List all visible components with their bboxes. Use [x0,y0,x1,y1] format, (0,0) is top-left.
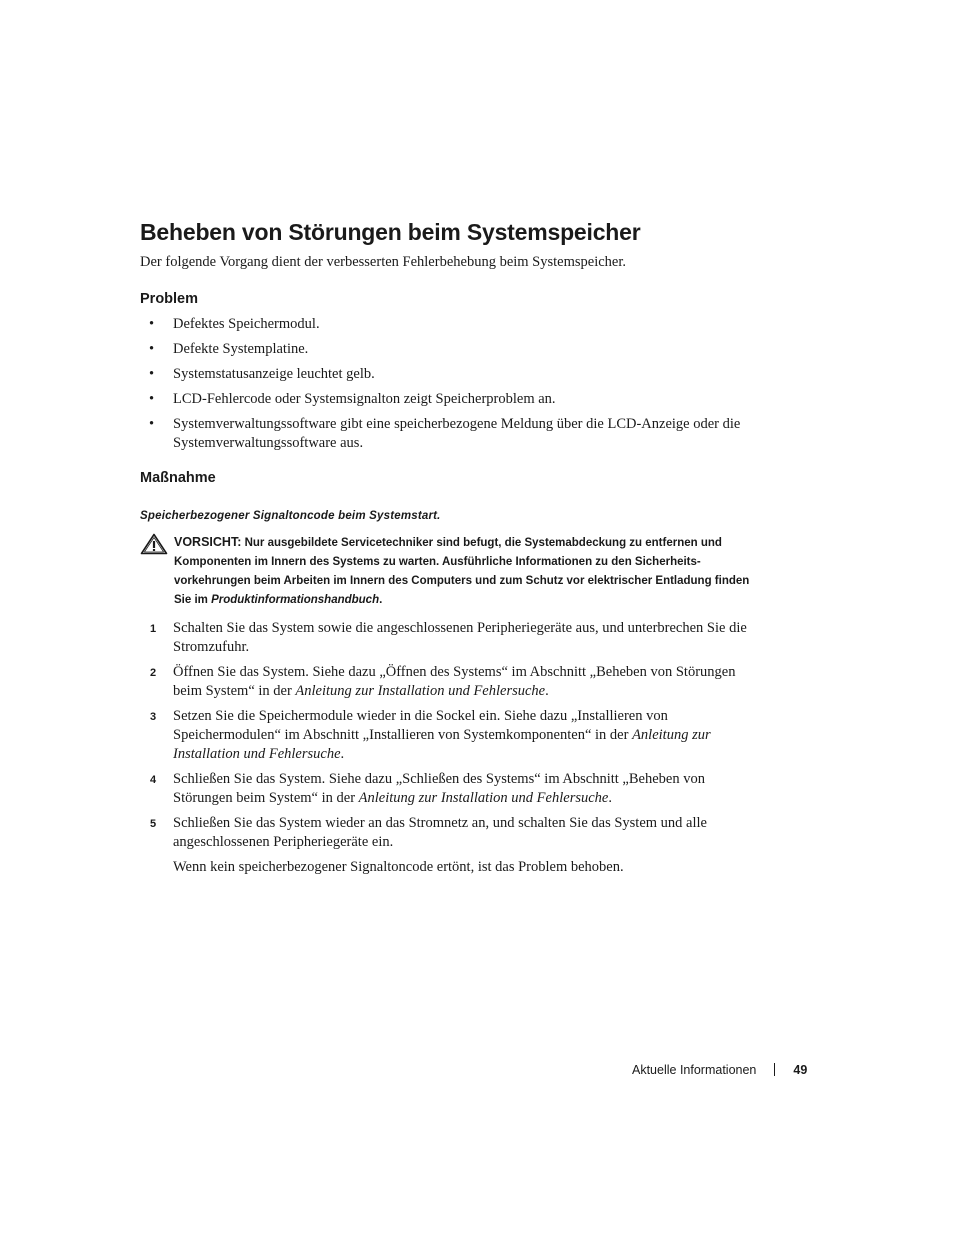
intro-paragraph: Der folgende Vorgang dient der verbesserten Fehlerbehebung beim Systemspeicher. [140,254,627,270]
list-item-text: Systemstatusanzeige leuchtet gelb. [173,366,375,382]
footer-section-title: Aktuelle Informationen [632,1063,757,1077]
page-content [140,214,760,877]
bullet-icon: • [149,391,155,407]
step-number: 2 [150,667,157,679]
list-item [140,315,760,334]
step-item [140,663,760,701]
step-item [140,707,760,764]
problem-list [140,315,760,453]
action-heading: Maßnahme [140,470,216,486]
action-subheading: Speicherbezogener Signaltoncode beim Systemstart. [140,510,441,522]
steps-list [140,619,760,852]
caution-text: Nur ausgebildete Servicetechniker sind befugt, die Systemabdeckung zu entfernen und Komponenten im Innern des Systems zu warten. Ausführliche Informationen zu den Sicherheitsvorkehrungen beim Arbeiten im Innern des Computers und zum Schutz vor elektrischer Entladung finden Sie im [174,537,750,606]
step-number: 1 [150,623,157,635]
caution-label: VORSICHT: [174,535,242,549]
warning-triangle-icon [140,533,168,555]
step-end: . [608,790,612,806]
step-end: . [545,683,549,699]
step-text: Setzen Sie die Speichermodule wieder in die Sockel ein. Siehe dazu „Installieren von Speichermodulen“ im Abschnitt „Installieren von Systemkomponenten“ in der [173,708,668,743]
step-reference: Anleitung zur Installation und Fehlersuche [173,727,711,762]
result-note: Wenn kein speicherbezogener Signaltoncode ertönt, ist das Problem behoben. [173,859,624,875]
problem-heading: Problem [140,291,199,307]
bullet-icon: • [149,341,155,357]
step-item [140,770,760,808]
list-item-text: LCD-Fehlercode oder Systemsignalton zeigt Speicherproblem an. [173,391,556,407]
bullet-icon: • [149,416,155,432]
step-text: Schalten Sie das System sowie die angeschlossenen Peripheriegeräte aus, und unterbrechen Sie die Stromzufuhr. [173,620,747,655]
step-text: Öffnen Sie das System. Siehe dazu „Öffnen des Systems“ im Abschnitt „Beheben von Störungen beim System“ in der [173,664,736,699]
step-text: Schließen Sie das System wieder an das Stromnetz an, und schalten Sie das System und alle angeschlossenen Peripheriegeräte ein. [173,815,707,850]
list-item-text: Systemverwaltungssoftware gibt eine speicherbezogene Meldung über die LCD-Anzeige oder die Systemverwaltungssoftware aus. [173,416,741,451]
bullet-icon: • [149,316,155,332]
step-number: 3 [150,711,157,723]
list-item-text: Defektes Speichermodul. [173,316,320,332]
footer-divider [774,1063,775,1076]
step-end: . [340,746,345,762]
step-number: 4 [150,774,157,786]
caution-end: . [379,594,383,606]
page-title: Beheben von Störungen beim Systemspeicher [140,219,641,245]
list-item [140,365,760,384]
step-text: Schließen Sie das System. Siehe dazu „Schließen des Systems“ im Abschnitt „Beheben von Störungen beim System“ in der [173,771,705,806]
list-item [140,390,760,409]
list-item [140,415,760,453]
caution-reference: Produktinformationshandbuch [211,594,380,606]
page-number: 49 [793,1063,808,1077]
page-footer [632,1062,807,1078]
caution-notice [140,533,760,610]
step-reference: Anleitung zur Installation und Fehlersuche [295,683,546,699]
bullet-icon: • [149,366,155,382]
step-item [140,619,760,657]
step-reference: Anleitung zur Installation und Fehlersuche [358,790,609,806]
list-item [140,340,760,359]
list-item-text: Defekte Systemplatine. [173,341,309,357]
step-item [140,814,760,852]
step-number: 5 [150,818,157,830]
